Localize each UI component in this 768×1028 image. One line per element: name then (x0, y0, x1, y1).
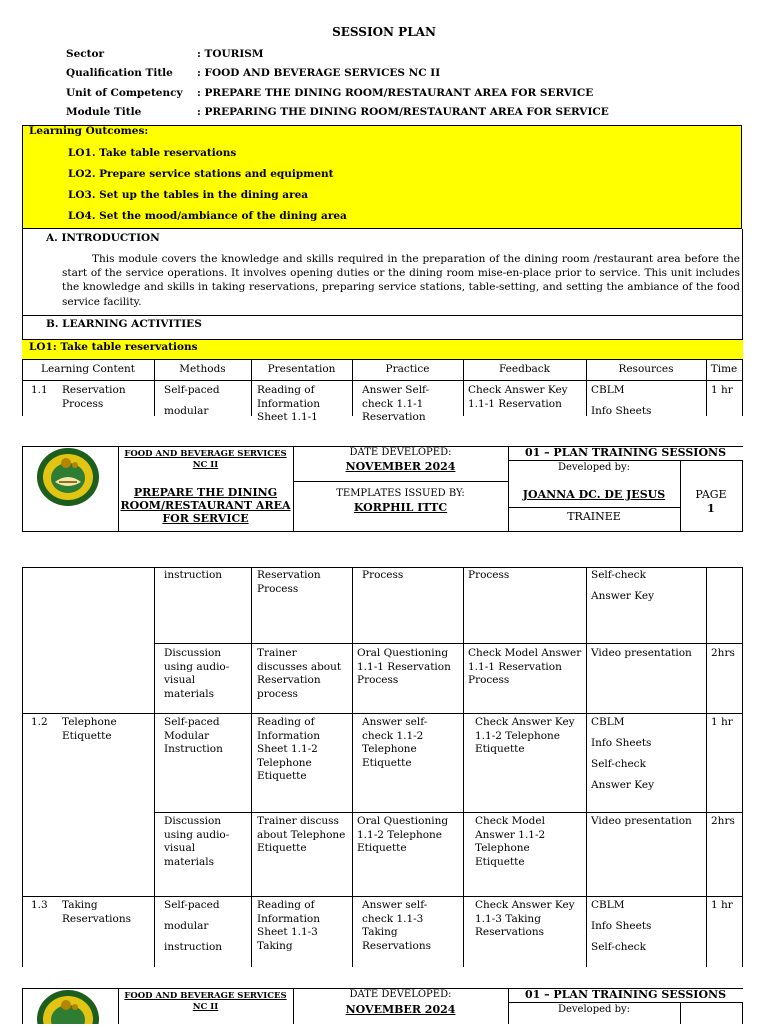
footer-line (508, 1002, 743, 1003)
col-line (463, 567, 464, 967)
page-title: SESSION PLAN (332, 25, 436, 39)
methods-cell: modular (164, 920, 209, 932)
col-line (154, 567, 155, 967)
resources-cell: Answer Key (591, 779, 654, 791)
footer-line (742, 1002, 743, 1024)
introduction-text: This module covers the knowledge and skills required in the preparation of the dining room /restaurant area before the start of the service operations. It involves opening duties or the dining room mise-en-place prior to service. This unit includes the knowledge and skills in taking reservations, preparing service stations, table-setting, and setting the ambiance of the food service facility. (62, 253, 740, 308)
sector-label: Sector (66, 48, 105, 60)
learning-content-cell: Taking Reservations (62, 899, 131, 925)
footer-line (22, 988, 23, 1024)
feedback-cell: Check Answer Key 1.1-2 Telephone Etiquette (475, 716, 575, 756)
learning-content-cell: Reservation Process (62, 384, 126, 410)
unit-value: : PREPARE THE DINING ROOM/RESTAURANT AREA FOR SERVICE (197, 87, 594, 99)
column-header: Feedback (498, 363, 551, 375)
time-cell: 2hrs (711, 647, 735, 659)
institution-logo (35, 446, 101, 512)
lo-item: LO2. Prepare service stations and equipment (68, 168, 334, 180)
methods-cell: Self-paced (164, 384, 220, 396)
col-line (586, 567, 587, 967)
learning-content-cell: Telephone Etiquette (62, 716, 117, 742)
footer-line (22, 446, 23, 532)
resources-cell: Info Sheets (591, 405, 652, 417)
resources-cell: Answer Key (591, 590, 654, 602)
date-developed-label: DATE DEVELOPED: (349, 447, 452, 458)
presentation-cell: Trainer discusses about Reservation process (257, 647, 342, 700)
lo-item: LO1. Take table reservations (68, 147, 237, 159)
lo-item: LO3. Set up the tables in the dining area (68, 189, 309, 201)
time-cell: 1 hr (711, 384, 733, 396)
resources-cell: CBLM (591, 899, 625, 911)
resources-cell: Info Sheets (591, 737, 652, 749)
practice-cell: Oral Questioning 1.1-2 Telephone Etiquette (357, 815, 449, 855)
resources-cell: Self-check (591, 758, 646, 770)
developed-by-label: Developed by: (557, 1004, 631, 1015)
methods-cell: Discussion using audio-visual materials (164, 815, 230, 868)
table-header-line (22, 380, 743, 381)
footer-line (293, 481, 508, 482)
presentation-cell: Trainer discuss about Telephone Etiquette (257, 815, 346, 855)
footer-org: FOOD AND BEVERAGE SERVICES NC II (124, 991, 287, 1012)
presentation-cell: Reading of Information Sheet 1.1-3 Taking (257, 899, 321, 952)
row-number: 1.3 (31, 899, 48, 911)
plan-title: 01 – PLAN TRAINING SESSIONS (524, 988, 727, 1001)
feedback-cell: Check Model Answer 1.1-1 Reservation Process (468, 647, 582, 687)
date-developed-value: NOVEMBER 2024 (345, 1003, 456, 1016)
footer-line (508, 507, 680, 508)
practice-cell: Oral Questioning 1.1-1 Reservation Process (357, 647, 451, 687)
developer-role: TRAINEE (567, 510, 621, 523)
learning-activities-heading: B. LEARNING ACTIVITIES (46, 318, 202, 330)
lo-item: LO4. Set the mood/ambiance of the dining area (68, 210, 347, 222)
institution-logo (35, 988, 101, 1024)
divider (22, 315, 743, 316)
resources-cell: Self-check (591, 941, 646, 953)
introduction-heading: A. INTRODUCTION (46, 232, 160, 244)
module-value: : PREPARING THE DINING ROOM/RESTAURANT AREA FOR SERVICE (197, 106, 609, 118)
qualification-label: Qualification Title (66, 67, 173, 79)
footer-org: FOOD AND BEVERAGE SERVICES NC II (124, 449, 287, 470)
frame-right (742, 229, 743, 416)
methods-cell: Discussion using audio-visual materials (164, 647, 230, 700)
developed-by-label: Developed by: (557, 462, 631, 473)
resources-cell: Video presentation (591, 815, 692, 827)
resources-cell: CBLM (591, 716, 625, 728)
feedback-cell: Check Model Answer 1.1-2 Telephone Etiquette (475, 815, 546, 868)
column-header: Time (710, 363, 738, 375)
row-line (22, 713, 743, 714)
feedback-cell: Check Answer Key 1.1-1 Reservation (468, 384, 568, 410)
templates-label: TEMPLATES ISSUED BY: (336, 488, 465, 499)
col-line (251, 567, 252, 967)
methods-cell: modular (164, 405, 209, 417)
footer-module: PREPARE THE DINING ROOM/RESTAURANT AREA FOR SERVICE (120, 486, 291, 525)
footer-line (742, 460, 743, 532)
lo1-bar-label: LO1: Take table reservations (29, 341, 198, 353)
resources-cell: Info Sheets (591, 920, 652, 932)
resources-cell: CBLM (591, 384, 625, 396)
templates-value: KORPHIL ITTC (353, 501, 448, 514)
row-number: 1.2 (31, 716, 48, 728)
row-line (22, 896, 743, 897)
time-cell: 2hrs (711, 815, 735, 827)
resources-cell: Self-check (591, 569, 646, 581)
feedback-cell: Process (468, 569, 510, 581)
row-line (154, 812, 743, 813)
date-developed-label: DATE DEVELOPED: (349, 989, 452, 1000)
sector-value: : TOURISM (197, 48, 264, 60)
presentation-cell: Reading of Information Sheet 1.1-1 (257, 384, 321, 424)
col-line (352, 567, 353, 967)
resources-cell: Video presentation (591, 647, 692, 659)
methods-cell: instruction (164, 941, 223, 953)
page-number: 1 (707, 502, 715, 515)
plan-title: 01 – PLAN TRAINING SESSIONS (524, 446, 727, 459)
presentation-cell: Reading of Information Sheet 1.1-2 Telephone Etiquette (257, 716, 321, 783)
methods-cell: Self-paced Modular Instruction (164, 716, 223, 756)
column-header: Resources (618, 363, 674, 375)
presentation-cell: Reservation Process (257, 569, 321, 595)
col-line (706, 567, 707, 967)
learning-outcomes-heading: Learning Outcomes: (29, 125, 149, 137)
footer-line (508, 460, 743, 461)
frame-left (22, 229, 23, 416)
feedback-cell: Check Answer Key 1.1-3 Taking Reservations (475, 899, 575, 939)
time-cell: 1 hr (711, 716, 733, 728)
page-label: PAGE (695, 488, 727, 501)
unit-label: Unit of Competency (66, 87, 183, 99)
row-line (154, 643, 743, 644)
row-number: 1.1 (31, 384, 48, 396)
practice-cell: Answer Self-check 1.1-1 Reservation (362, 384, 430, 424)
practice-cell: Answer self-check 1.1-2 Telephone Etiquette (362, 716, 428, 769)
methods-cell: instruction (164, 569, 223, 581)
column-header: Methods (179, 363, 226, 375)
developer-name: JOANNA DC. DE JESUS (522, 488, 666, 501)
time-cell: 1 hr (711, 899, 733, 911)
column-header: Presentation (267, 363, 336, 375)
column-header: Learning Content (41, 363, 135, 375)
practice-cell: Answer self-check 1.1-3 Taking Reservations (362, 899, 431, 952)
footer-line (680, 1002, 681, 1024)
practice-cell: Process (362, 569, 404, 581)
methods-cell: Self-paced (164, 899, 220, 911)
date-developed-value: NOVEMBER 2024 (345, 460, 456, 473)
qualification-value: : FOOD AND BEVERAGE SERVICES NC II (197, 67, 441, 79)
column-header: Practice (385, 363, 430, 375)
module-label: Module Title (66, 106, 142, 118)
